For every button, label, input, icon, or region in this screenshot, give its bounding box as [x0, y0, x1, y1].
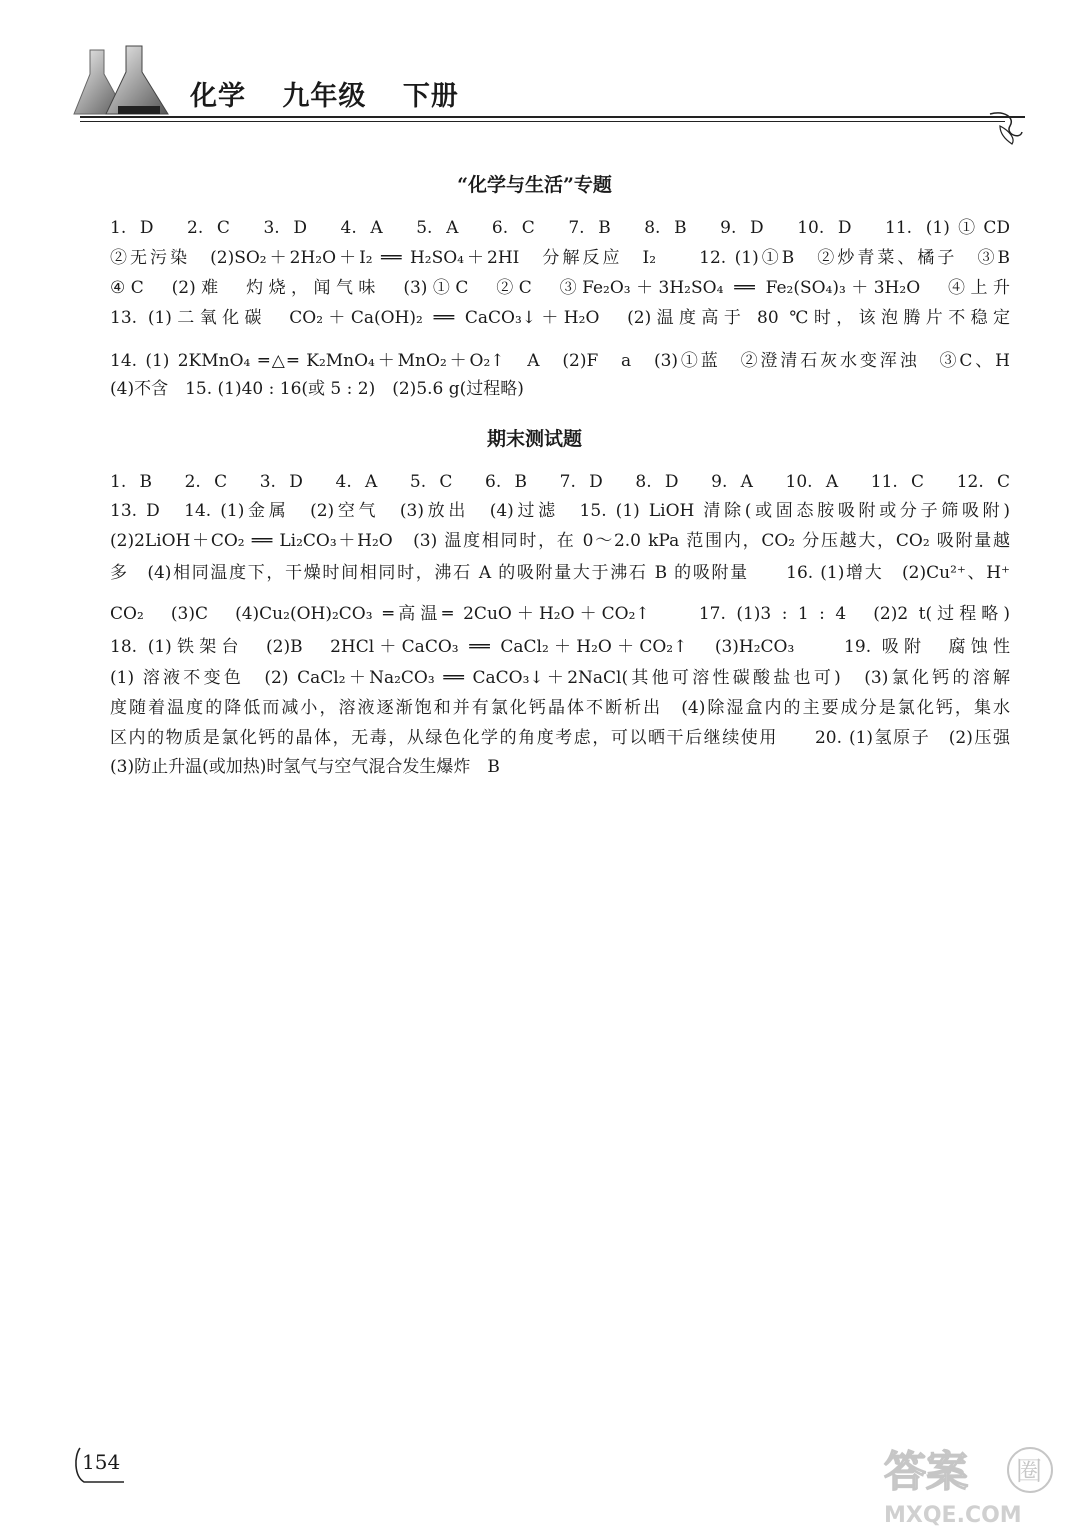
- grade-label: 九年级: [282, 81, 367, 112]
- svg-text:答案: 答案: [884, 1447, 969, 1496]
- answer-line: 区内的物质是氯化钙的晶体，无毒，从绿色化学的角度考虑，可以晒干后继续使用 20. (1)氢原子 (2)压强: [110, 728, 1010, 748]
- answer-line: (1) 溶液不变色 (2) CaCl₂＋Na₂CO₃ ══ CaCO₃↓＋2NaCl(其他可溶性碳酸盐也可) (3)氯化钙的溶解: [110, 668, 1010, 688]
- section-heading-final-test: 期末测试题: [486, 428, 582, 450]
- answer-line: 14. (1) 2KMnO₄ ═△═ K₂MnO₄＋MnO₂＋O₂↑ A (2)F a (3)①蓝 ②澄清石灰水变浑浊 ③C、H: [110, 351, 1010, 371]
- watermark-logo: [880, 1440, 1055, 1530]
- answer-line: CO₂ (3)C (4)Cu₂(OH)₂CO₃ ═高温═ 2CuO＋H₂O＋CO₂↑ 17. (1)3 : 1 : 4 (2)2 t(过程略): [110, 604, 1010, 624]
- answer-line: 13. (1)二氧化碳 CO₂＋Ca(OH)₂ ══ CaCO₃↓＋H₂O (2)温度高于 80 ℃时，该泡腾片不稳定: [110, 308, 1010, 328]
- answer-line: 18. (1)铁架台 (2)B 2HCl＋CaCO₃ ══ CaCl₂＋H₂O＋CO₂↑ (3)H₂CO₃ 19. 吸附 腐蚀性: [110, 637, 1010, 657]
- header-rule: [80, 112, 1025, 152]
- answer-line: (4)不含 15. (1)40 : 16(或 5 : 2) (2)5.6 g(过程略): [110, 379, 524, 399]
- answer-line: 13. D 14. (1)金属 (2)空气 (3)放出 (4)过滤 15. (1) LiOH 清除(或固态胺吸附或分子筛吸附): [110, 501, 1010, 521]
- answer-line: ②无污染 (2)SO₂＋2H₂O＋I₂ ══ H₂SO₄＋2HI 分解反应 I₂ 12. (1)①B ②炒青菜、橘子 ③B: [110, 248, 1010, 268]
- section-heading-life-chemistry: “化学与生活”专题: [457, 174, 612, 196]
- answer-line: 度随着温度的降低而减小，溶液逐渐饱和并有氯化钙晶体不断析出 (4)除湿盒内的主要成分是氯化钙，集水: [110, 698, 1010, 718]
- answer-line: ④C (2)难 灼烧，闻气味 (3)①C ②C ③Fe₂O₃＋3H₂SO₄ ══ Fe₂(SO₄)₃＋3H₂O ④上升: [110, 278, 1010, 298]
- answer-line: 1. B 2. C 3. D 4. A 5. C 6. B 7. D 8. D 9. A 10. A 11. C 12. C: [110, 472, 1010, 492]
- page-title: [190, 74, 485, 113]
- page-number: [72, 1446, 132, 1486]
- svg-text:圈: 圈: [1016, 1457, 1043, 1487]
- subject-label: 化学: [190, 81, 246, 112]
- page-header: [0, 0, 1069, 160]
- answer-line: 1. D 2. C 3. D 4. A 5. A 6. C 7. B 8. B 9. D 10. D 11. (1)①CD: [110, 218, 1010, 238]
- volume-label: 下册: [402, 81, 459, 112]
- answer-line: 多 (4)相同温度下，干燥时间相同时，沸石 A 的吸附量大于沸石 B 的吸附量 16. (1)增大 (2)Cu²⁺、H⁺: [110, 563, 1010, 583]
- svg-text:MXQE.COM: MXQE.COM: [884, 1503, 1022, 1528]
- page-number-text: 154: [82, 1450, 121, 1474]
- answer-line: (3)防止升温(或加热)时氢气与空气混合发生爆炸 B: [110, 757, 500, 777]
- answer-line: (2)2LiOH＋CO₂ ══ Li₂CO₃＋H₂O (3) 温度相同时，在 0～2.0 kPa 范围内，CO₂ 分压越大，CO₂ 吸附量越: [110, 531, 1010, 551]
